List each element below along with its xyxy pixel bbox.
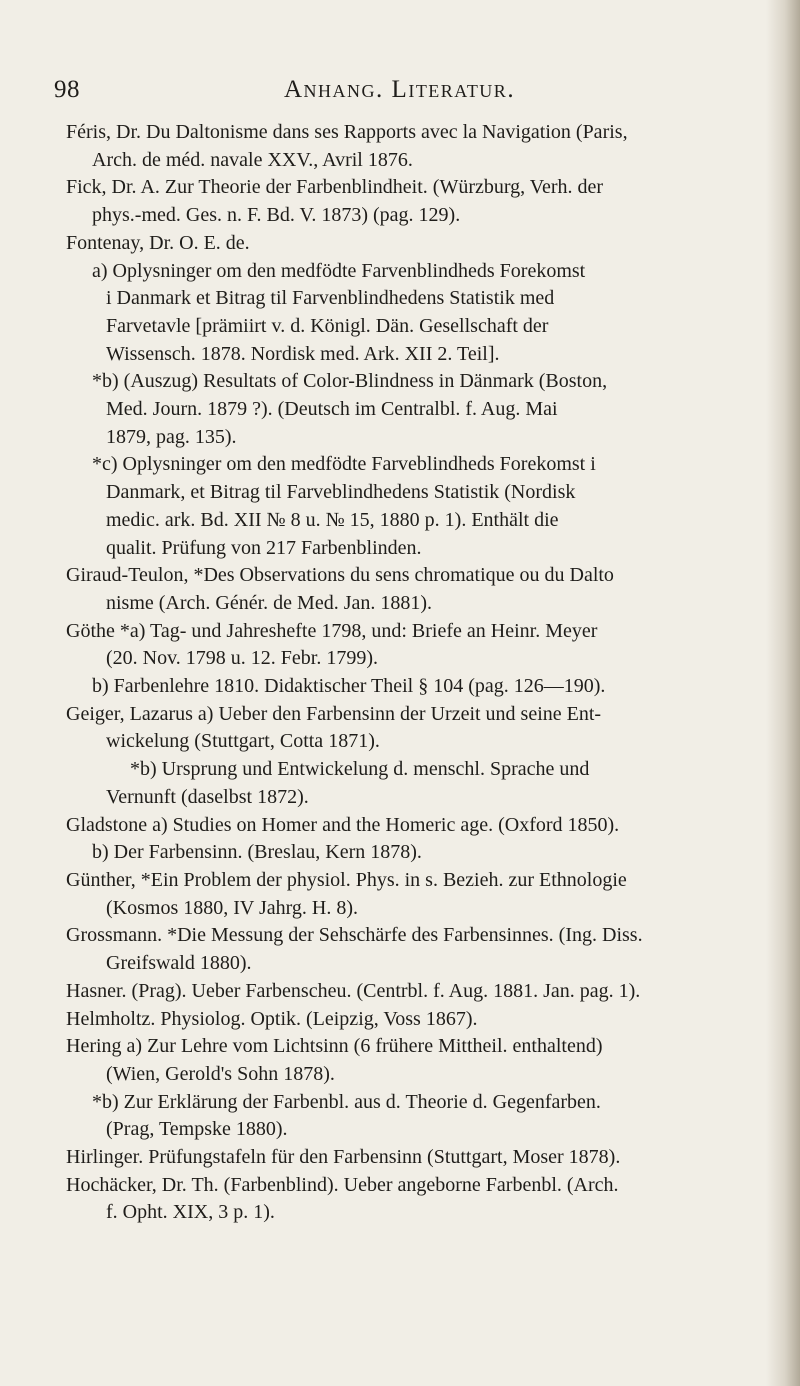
entry-line: Günther, *Ein Problem der physiol. Phys. in s. Bezieh. zur Ethnologie [66, 868, 627, 891]
bibliography-entry-gladstone [66, 812, 772, 867]
entry-line: (Kosmos 1880, IV Jahrg. H. 8). [106, 896, 359, 919]
entry-line: Arch. de méd. navale XXV., Avril 1876. [92, 148, 413, 171]
entry-line: a) Oplysninger om den medfödte Farvenblindheds Forekomst [92, 259, 586, 282]
entry-line: Göthe *a) Tag- und Jahreshefte 1798, und: Briefe an Heinr. Meyer [66, 619, 598, 642]
entry-line: Wissensch. 1878. Nordisk med. Ark. XII 2. Teil]. [106, 342, 500, 365]
entry-line: *c) Oplysninger om den medfödte Farveblindheds Forekomst i [92, 453, 596, 476]
bibliography-entry-hering [66, 1033, 772, 1144]
entry-line: Geiger, Lazarus a) Ueber den Farbensinn der Urzeit und seine Ent- [66, 702, 602, 725]
bibliography-entry-gunther [66, 867, 772, 922]
entry-line: qualit. Prüfung von 217 Farbenblinden. [106, 536, 422, 559]
bibliography-entry-fick [66, 174, 772, 229]
entry-line: b) Farbenlehre 1810. Didaktischer Theil § 104 (pag. 126—190). [92, 675, 606, 698]
entry-line: (Prag, Tempske 1880). [106, 1118, 288, 1141]
entry-line: Hasner. (Prag). Ueber Farbenscheu. (Centrbl. f. Aug. 1881. Jan. pag. 1). [66, 979, 641, 1002]
entry-line: Med. Journ. 1879 ?). (Deutsch im Centralbl. f. Aug. Mai [106, 398, 558, 421]
running-head: Anhang. Literatur. [284, 76, 516, 103]
entry-line: *b) (Auszug) Resultats of Color-Blindness in Dänmark (Boston, [92, 370, 608, 393]
entry-line: phys.-med. Ges. n. F. Bd. V. 1873) (pag. 129). [92, 204, 461, 227]
entry-line: Hochäcker, Dr. Th. (Farbenblind). Ueber angeborne Farbenbl. (Arch. [66, 1173, 619, 1196]
bibliography-list [66, 119, 772, 1227]
entry-line: nisme (Arch. Génér. de Med. Jan. 1881). [106, 591, 433, 614]
entry-line: *b) Zur Erklärung der Farbenbl. aus d. Theorie d. Gegenfarben. [92, 1090, 601, 1113]
entry-line: Vernunft (daselbst 1872). [106, 785, 309, 808]
entry-line: medic. ark. Bd. XII № 8 u. № 15, 1880 p. 1). Enthält die [106, 508, 559, 531]
bibliography-entry-geiger [66, 701, 772, 812]
entry-line: b) Der Farbensinn. (Breslau, Kern 1878). [92, 841, 422, 864]
entry-line: Farvetavle [prämiirt v. d. Königl. Dän. Gesellschaft der [106, 314, 549, 337]
bibliography-entry-fontenay [66, 230, 772, 562]
entry-line: 1879, pag. 135). [106, 425, 237, 448]
entry-line: Grossmann. *Die Messung der Sehschärfe des Farbensinnes. (Ing. Diss. [66, 924, 643, 947]
bibliography-entry-giraud-teulon [66, 562, 772, 617]
bibliography-entry-feris [66, 119, 772, 174]
entry-line: Giraud-Teulon, *Des Observations du sens chromatique ou du Dalto [66, 564, 614, 587]
entry-line: Fontenay, Dr. O. E. de. [66, 231, 250, 254]
entry-line: Hirlinger. Prüfungstafeln für den Farbensinn (Stuttgart, Moser 1878). [66, 1146, 621, 1169]
entry-line: i Danmark et Bitrag til Farvenblindhedens Statistik med [106, 287, 555, 310]
entry-line: Greifswald 1880). [106, 952, 252, 975]
entry-line: Fick, Dr. A. Zur Theorie der Farbenblindheit. (Würzburg, Verh. der [66, 176, 604, 199]
bibliography-entry-helmholtz [66, 1006, 772, 1034]
entry-line: Helmholtz. Physiolog. Optik. (Leipzig, Voss 1867). [66, 1007, 478, 1030]
entry-line: Danmark, et Bitrag til Farveblindhedens Statistik (Nordisk [106, 481, 576, 504]
bibliography-entry-hasner [66, 978, 772, 1006]
page-header [54, 76, 754, 116]
entry-line: (Wien, Gerold's Sohn 1878). [106, 1062, 335, 1085]
entry-line: Hering a) Zur Lehre vom Lichtsinn (6 frühere Mittheil. enthaltend) [66, 1035, 603, 1058]
bibliography-entry-grossmann [66, 922, 772, 977]
bibliography-entry-hirlinger [66, 1144, 772, 1172]
bibliography-entry-gothe [66, 618, 772, 701]
entry-line: Gladstone a) Studies on Homer and the Homeric age. (Oxford 1850). [66, 813, 620, 836]
entry-line: f. Opht. XIX, 3 p. 1). [106, 1201, 275, 1224]
bibliography-entry-hochacker [66, 1172, 772, 1227]
page-number: 98 [54, 76, 80, 103]
entry-line: *b) Ursprung und Entwickelung d. menschl. Sprache und [130, 758, 590, 781]
entry-line: Féris, Dr. Du Daltonisme dans ses Rapports avec la Navigation (Paris, [66, 121, 628, 143]
entry-line: (20. Nov. 1798 u. 12. Febr. 1799). [106, 647, 379, 670]
entry-line: wickelung (Stuttgart, Cotta 1871). [106, 730, 380, 753]
